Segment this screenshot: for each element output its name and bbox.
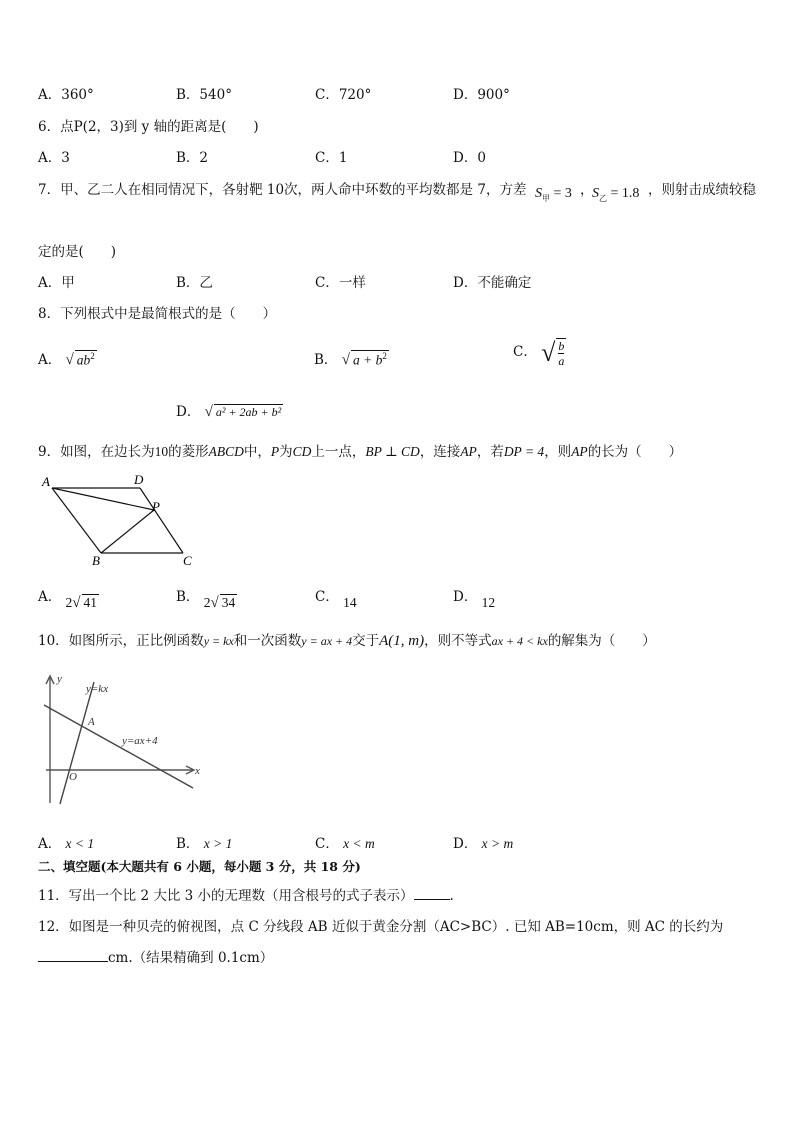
q12-stem-line2: cm.（结果精确到 0.1cm） <box>38 946 273 966</box>
q9-option-c: C． 14 <box>315 589 357 610</box>
q7-variance-yi: $S_乙 = 1.8$ <box>592 186 640 203</box>
q10-stem: 10．如图所示，正比例函数y = kx和一次函数y = ax + 4交于A(1, m)，则不等式ax + 4 < kx的解集为（ ） <box>38 633 656 649</box>
q5-option-b: B．540° <box>176 87 232 103</box>
q9-segment-bp <box>101 510 154 553</box>
q6-option-a: A．3 <box>38 150 70 166</box>
q11-answer-blank[interactable] <box>414 899 450 900</box>
q10-label-ax4: y=ax+4 <box>122 735 158 747</box>
q6-stem: 6．点P(2，3)到 y 轴的距离是( ) <box>38 119 259 135</box>
q6-option-c: C．1 <box>315 150 348 166</box>
q10-label-point-a: A <box>88 716 95 728</box>
q6-option-d: D．0 <box>453 150 486 166</box>
q8-option-c: C． √ $\frac{b}{a}$ <box>513 338 565 368</box>
q9-side-ba <box>52 488 101 553</box>
q9-label-p: P <box>152 499 160 514</box>
q10-graph-figure <box>38 668 218 816</box>
q5-option-c: C．720° <box>315 87 372 103</box>
section-heading-fill-in: 二、填空题(本大题共有 6 小题，每小题 3 分，共 18 分) <box>38 859 361 874</box>
q9-label-d: D <box>134 472 144 487</box>
q7-comma: ， <box>580 182 594 198</box>
q8-stem: 8．下列根式中是最简根式的是（ ） <box>38 306 277 322</box>
q7-option-b: B．乙 <box>176 275 213 291</box>
q5-option-a: A．360° <box>38 87 94 103</box>
q9-stem: 9．如图，在边长为10的菱形ABCD中，P为CD上一点，BP ⊥ CD，连接AP，若DP = 4，则AP的长为（ ） <box>38 444 683 460</box>
q7-stem-part1: 7．甲、乙二人在相同情况下，各射靶 10次，两人命中环数的平均数都是 7，方差 <box>38 182 527 198</box>
q7-option-a: A．甲 <box>38 275 75 291</box>
q9-label-b: B <box>92 553 100 568</box>
q7-option-d: D．不能确定 <box>453 275 532 291</box>
q7-stem-part3: 定的是( ) <box>38 244 117 260</box>
q10-option-a: A． x < 1 <box>38 836 95 852</box>
q7-option-c: C．一样 <box>315 275 366 291</box>
q9-option-a: A． 2√ 41 <box>38 589 98 611</box>
q9-option-b: B． 2√ 34 <box>176 589 236 611</box>
q10-line-ax4 <box>44 705 193 788</box>
q9-rhombus-figure <box>38 470 198 570</box>
q6-option-b: B．2 <box>176 150 209 166</box>
q8-b-radicand: $a + b^2$ <box>352 350 387 367</box>
q10-label-y: y <box>57 673 62 685</box>
q8-d-radicand: a² + 2ab + b² <box>215 405 282 419</box>
q8-a-radicand: $ab^2$ <box>76 350 95 367</box>
q8-option-a: A． √ $ab^2$ <box>38 350 95 368</box>
q8-option-d: D． √ a² + 2ab + b² <box>176 404 282 420</box>
q9-segment-ap <box>52 488 154 510</box>
q9-label-a: A <box>42 474 50 489</box>
q10-label-x: x <box>195 765 200 777</box>
q12-stem: 12．如图是一种贝壳的俯视图，点 C 分线段 AB 近似于黄金分割（AC>BC）. 已知 AB=10cm，则 AC 的长约为 <box>38 919 724 935</box>
q8-c-fraction: $\frac{b}{a}$ <box>558 339 565 368</box>
q10-option-b: B． x > 1 <box>176 836 233 852</box>
q10-label-origin: O <box>69 771 77 783</box>
q11-stem: 11．写出一个比 2 大比 3 小的无理数（用含根号的式子表示） . <box>38 888 454 904</box>
q8-option-b: B． √ $a + b^2$ <box>314 350 387 368</box>
q7-variance-jia: $S_甲 = 3$ <box>535 186 572 203</box>
q9-label-c: C <box>183 553 192 568</box>
q5-option-d: D．900° <box>453 87 510 103</box>
q10-option-d: D． x > m <box>453 836 514 852</box>
q9-side-dc <box>140 488 183 553</box>
q10-line-kx <box>60 682 94 804</box>
q10-label-kx: y=kx <box>86 683 109 695</box>
q12-answer-blank[interactable] <box>38 961 108 962</box>
q10-option-c: C． x < m <box>315 836 375 852</box>
q7-stem-part2: ，则射击成绩较稳 <box>648 182 756 198</box>
q9-option-d: D． 12 <box>453 589 496 610</box>
